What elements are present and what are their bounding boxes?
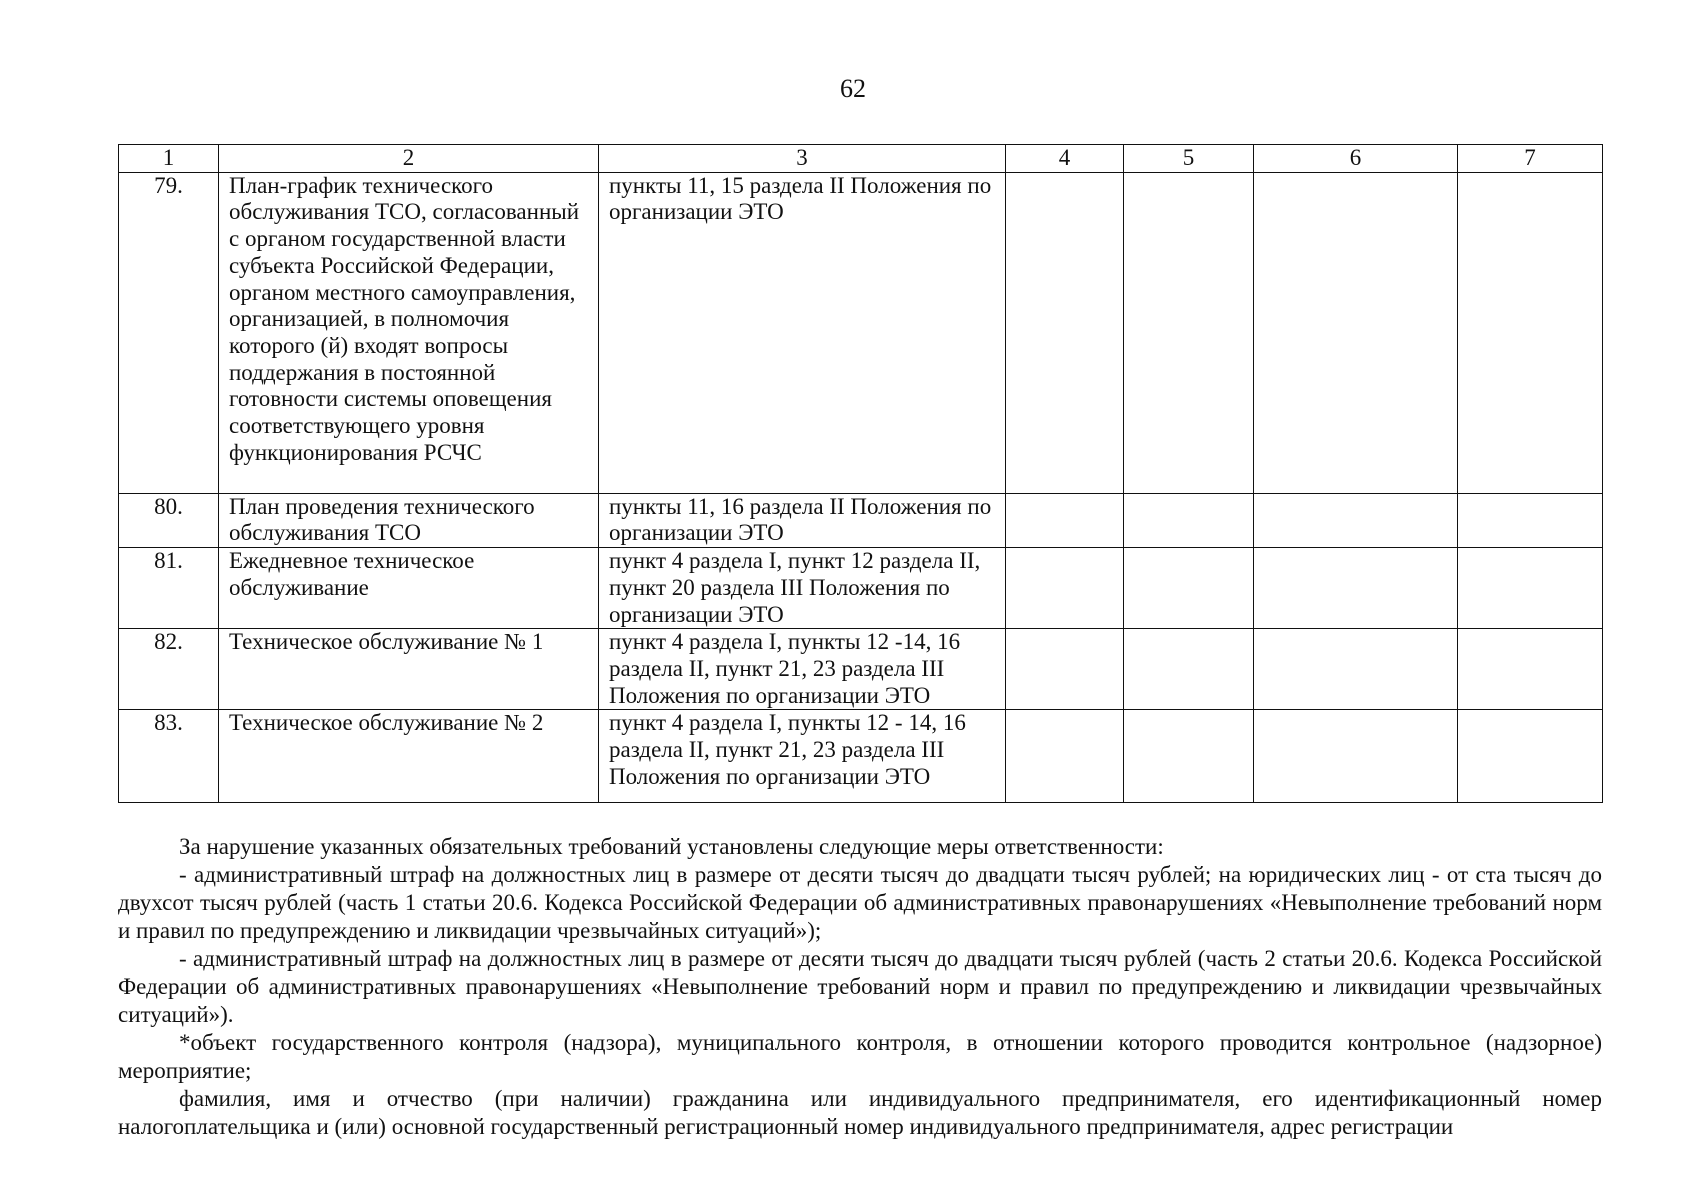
paragraph-intro: За нарушение указанных обязательных требований установлены следующие меры ответственности: — [179, 834, 1164, 859]
cell-col-5 — [1124, 629, 1254, 710]
table-row — [119, 710, 1603, 803]
cell-col-4 — [1006, 710, 1124, 803]
cell-col-7 — [1458, 710, 1603, 803]
requirement-name: Ежедневное техническое обслуживание — [219, 548, 599, 629]
legal-reference: пункт 4 раздела I, пункт 12 раздела II, пункт 20 раздела III Положения по организации ЭТО — [599, 548, 1006, 629]
column-header: 2 — [219, 145, 599, 173]
cell-col-6 — [1254, 629, 1458, 710]
paragraph-fine-part-2: - административный штраф на должностных лиц в размере от десяти тысяч до двадцати тысяч рублей (часть 2 статьи 20.6. Кодекса Российской Федерации об административных правонарушениях «Невыполнение требований норм и правил по предупреждению и ликвидации чрезвычайных ситуаций»). — [118, 946, 1602, 1027]
cell-col-7 — [1458, 493, 1603, 547]
cell-col-4 — [1006, 629, 1124, 710]
cell-col-4 — [1006, 493, 1124, 547]
column-header: 4 — [1006, 145, 1124, 173]
table-header-row — [119, 145, 1603, 173]
cell-col-6 — [1254, 172, 1458, 493]
column-header: 6 — [1254, 145, 1458, 173]
cell-col-6 — [1254, 548, 1458, 629]
liability-text — [118, 833, 1602, 1141]
cell-col-7 — [1458, 548, 1603, 629]
requirement-name: Техническое обслуживание № 1 — [219, 629, 599, 710]
column-header: 7 — [1458, 145, 1603, 173]
legal-reference: пункт 4 раздела I, пункты 12 -14, 16 раздела II, пункт 21, 23 раздела III Положения по организации ЭТО — [599, 629, 1006, 710]
row-number: 79. — [119, 172, 219, 493]
cell-col-6 — [1254, 493, 1458, 547]
legal-reference: пункты 11, 16 раздела II Положения по организации ЭТО — [599, 493, 1006, 547]
requirement-name: План проведения технического обслуживания ТСО — [219, 493, 599, 547]
page-number: 62 — [840, 74, 866, 103]
requirement-name: Техническое обслуживание № 2 — [219, 710, 599, 803]
row-number: 80. — [119, 493, 219, 547]
cell-col-7 — [1458, 172, 1603, 493]
requirements-table — [118, 144, 1603, 803]
legal-reference: пункт 4 раздела I, пункты 12 - 14, 16 раздела II, пункт 21, 23 раздела III Положения по организации ЭТО — [599, 710, 1006, 803]
row-number: 82. — [119, 629, 219, 710]
cell-col-5 — [1124, 493, 1254, 547]
paragraph-footnote-person: фамилия, имя и отчество (при наличии) гражданина или индивидуального предпринимателя, его идентификационный номер налогоплательщика и (или) основной государственный регистрационный номер индивидуального предпринимателя, адрес регистрации — [118, 1086, 1602, 1139]
column-header: 3 — [599, 145, 1006, 173]
table-row — [119, 629, 1603, 710]
cell-col-7 — [1458, 629, 1603, 710]
legal-reference: пункты 11, 15 раздела II Положения по организации ЭТО — [599, 172, 1006, 493]
table-row — [119, 548, 1603, 629]
column-header: 5 — [1124, 145, 1254, 173]
paragraph-footnote-object: *объект государственного контроля (надзора), муниципального контроля, в отношении которого проводится контрольное (надзорное) мероприятие; — [118, 1030, 1602, 1083]
paragraph-fine-part-1: - административный штраф на должностных лиц в размере от десяти тысяч до двадцати тысяч рублей; на юридических лиц - от ста тысяч до двухсот тысяч рублей (часть 1 статьи 20.6. Кодекса Российской Федерации об административных правонарушениях «Невыполнение требований норм и правил по предупреждению и ликвидации чрезвычайных ситуаций»); — [118, 862, 1602, 943]
row-number: 83. — [119, 710, 219, 803]
table-row — [119, 493, 1603, 547]
cell-col-4 — [1006, 548, 1124, 629]
requirement-name: План-график технического обслуживания ТСО, согласованный с органом государственной власти субъекта Российской Федерации, органом местного самоуправления, организацией, в полномочия которого (й) входят вопросы поддержания в постоянной готовности системы оповещения соответствующего уровня функционирования РСЧС — [219, 172, 599, 493]
cell-col-5 — [1124, 710, 1254, 803]
row-number: 81. — [119, 548, 219, 629]
cell-col-4 — [1006, 172, 1124, 493]
cell-col-5 — [1124, 548, 1254, 629]
column-header: 1 — [119, 145, 219, 173]
cell-col-5 — [1124, 172, 1254, 493]
table-row — [119, 172, 1603, 493]
cell-col-6 — [1254, 710, 1458, 803]
